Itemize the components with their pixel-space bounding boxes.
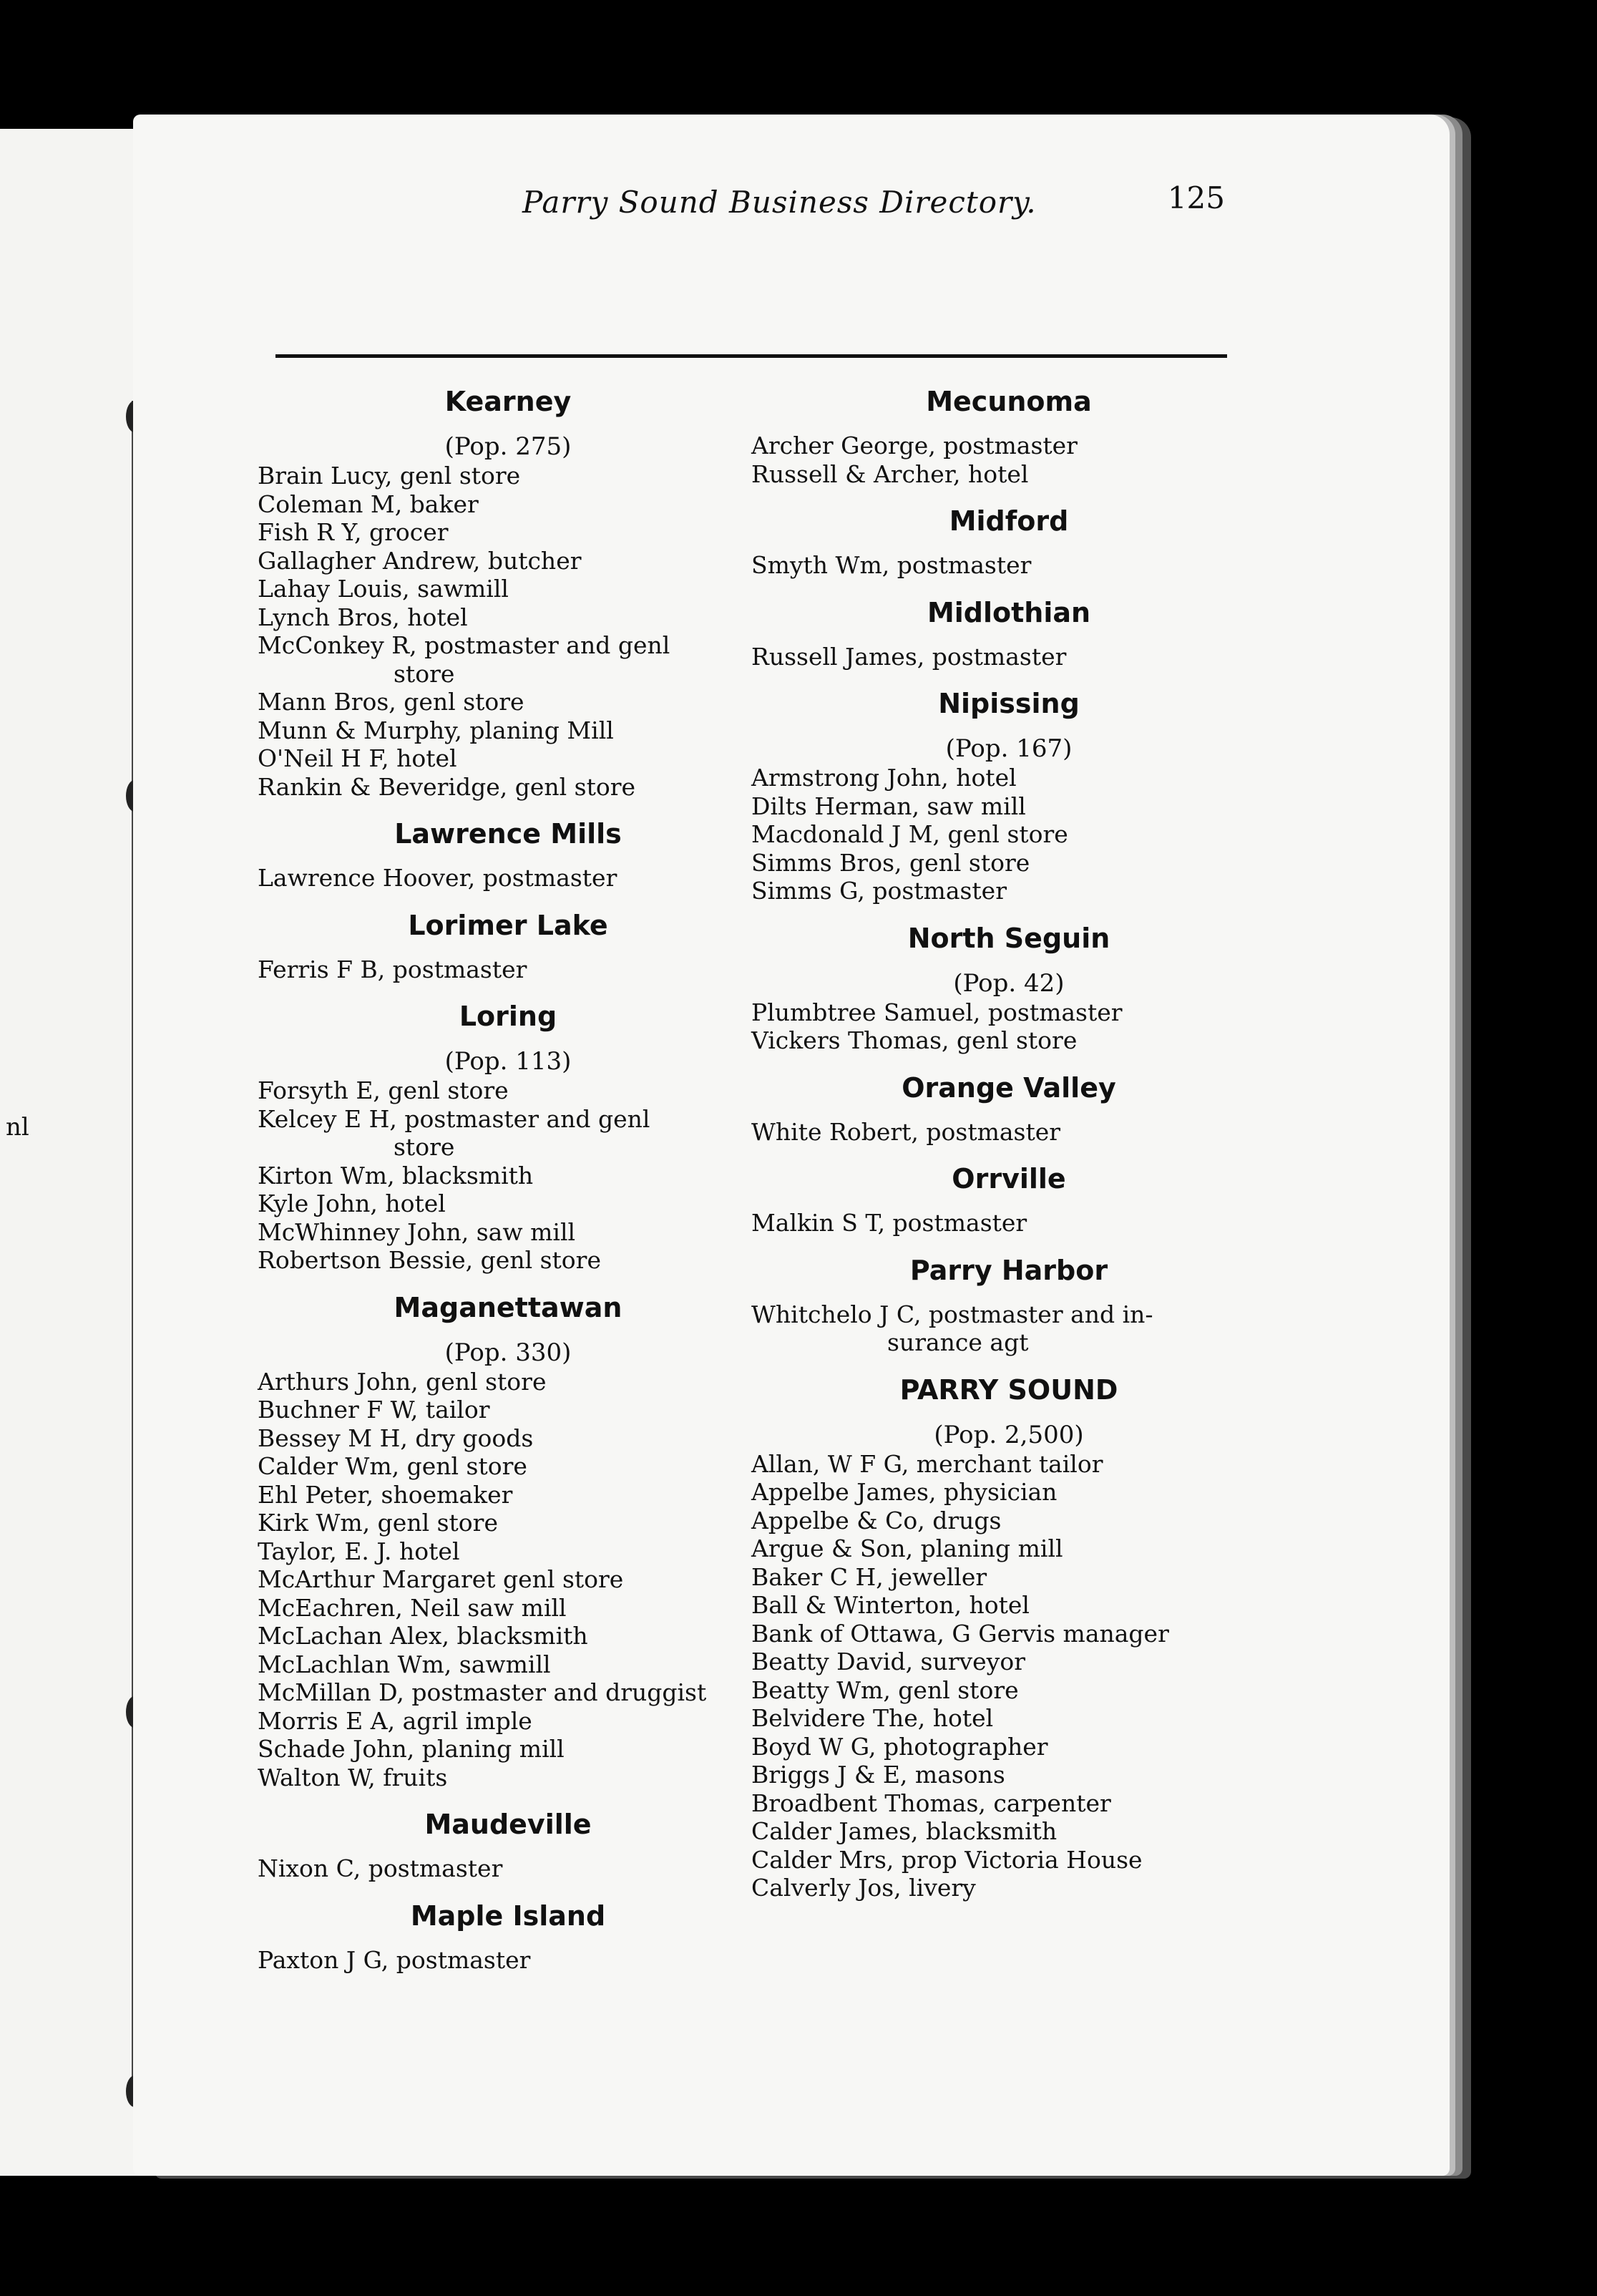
place-heading: North Seguin [907, 922, 1110, 954]
place-heading: Maudeville [424, 1809, 592, 1840]
directory-entry: Smyth Wm, postmaster [751, 551, 1032, 579]
population-note: (Pop. 2,500) [934, 1420, 1084, 1449]
directory-entry: White Robert, postmaster [751, 1117, 1061, 1146]
right-column [751, 369, 1266, 1902]
directory-entry: Ehl Peter, shoemaker [258, 1480, 513, 1509]
directory-entry: Kyle John, hotel [258, 1190, 446, 1217]
directory-entry: Nixon C, postmaster [258, 1854, 503, 1882]
section-orange-valley [751, 1071, 1266, 1147]
section-parry-harbor [751, 1253, 1266, 1357]
place-heading: Mecunoma [926, 386, 1092, 417]
section-parry-sound [751, 1373, 1266, 1902]
directory-entry: Walton W, fruits [258, 1763, 448, 1791]
directory-entry: Vickers Thomas, genl store [751, 1026, 1078, 1054]
page-number: 125 [1167, 180, 1225, 215]
left-column [258, 369, 758, 1974]
directory-entry: McEachren, Neil saw mill [258, 1593, 567, 1622]
section-north-seguin [751, 921, 1266, 1055]
header-rule [275, 354, 1227, 358]
directory-entry: Munn & Murphy, planing Mill [258, 716, 614, 744]
directory-entry: Morris E A, agril imple [258, 1706, 532, 1735]
directory-entry: Argue & Son, planing mill [751, 1534, 1063, 1562]
directory-entry: Briggs J & E, masons [751, 1761, 1005, 1789]
directory-entry: Appelbe & Co, drugs [751, 1506, 1002, 1534]
place-heading: Loring [459, 1001, 557, 1032]
directory-entry: Brain Lucy, genl store [258, 462, 521, 490]
directory-entry: Buchner F W, tailor [258, 1396, 490, 1424]
population-note: (Pop. 42) [953, 968, 1065, 998]
directory-entry: McLachlan Wm, sawmill [258, 1650, 551, 1678]
place-heading: Lawrence Mills [394, 818, 622, 850]
directory-entry: Fish R Y, grocer [258, 518, 449, 546]
section-midlothian [751, 595, 1266, 671]
section-maple-island [258, 1899, 758, 1975]
directory-entry: Plumbtree Samuel, postmaster [751, 998, 1123, 1026]
directory-entry: Beatty David, surveyor [751, 1648, 1025, 1675]
section-lorimer-lake [258, 908, 758, 984]
directory-entry: Archer George, postmaster [751, 432, 1078, 459]
directory-entry: Kirk Wm, genl store [258, 1509, 498, 1537]
section-lawrence-mills [258, 817, 758, 892]
directory-entry: Simms Bros, genl store [751, 848, 1030, 877]
directory-entry: Taylor, E. J. hotel [258, 1537, 460, 1565]
section-maganettawan [258, 1290, 758, 1792]
directory-entry: Coleman M, baker [258, 490, 479, 518]
directory-entry: Russell James, postmaster [751, 642, 1067, 671]
directory-entry: Whitchelo J C, postmaster and in- [751, 1300, 1153, 1328]
place-heading: Maple Island [410, 1899, 606, 1932]
directory-entry: Rankin & Beveridge, genl store [258, 772, 636, 801]
place-heading: Orrville [952, 1163, 1066, 1195]
place-heading: Orange Valley [902, 1071, 1116, 1104]
directory-entry: Lawrence Hoover, postmaster [258, 864, 617, 892]
directory-entry: Ferris F B, postmaster [258, 955, 527, 983]
directory-entry: surance agt [887, 1328, 1029, 1356]
directory-entry: Calder Mrs, prop Victoria House [751, 1845, 1143, 1874]
directory-entry: Boyd W G, photographer [751, 1732, 1048, 1761]
directory-entry: McConkey R, postmaster and genl [258, 631, 670, 659]
directory-entry: Dilts Herman, saw mill [751, 792, 1026, 820]
directory-entry: Broadbent Thomas, carpenter [751, 1789, 1111, 1817]
directory-entry: Robertson Bessie, genl store [258, 1246, 601, 1274]
place-heading: PARRY SOUND [899, 1373, 1118, 1406]
directory-entry: Malkin S T, postmaster [751, 1209, 1027, 1237]
directory-entry: Forsyth E, genl store [258, 1076, 509, 1104]
left-page-text-fragment: nl [6, 1113, 29, 1142]
directory-entry: Paxton J G, postmaster [258, 1945, 531, 1974]
directory-entry: Baker C H, jeweller [751, 1562, 987, 1591]
place-heading: Kearney [444, 386, 572, 417]
directory-entry: Allan, W F G, merchant tailor [751, 1449, 1103, 1478]
place-heading: Maganettawan [394, 1291, 622, 1323]
population-note: (Pop. 167) [945, 734, 1073, 763]
section-midford [751, 504, 1266, 580]
directory-entry: Lynch Bros, hotel [258, 603, 468, 631]
place-heading: Midford [949, 505, 1069, 537]
section-maudeville [258, 1807, 758, 1883]
directory-entry: McMillan D, postmaster and druggist [258, 1678, 707, 1706]
section-mecunoma [751, 384, 1266, 488]
section-kearney [258, 384, 758, 801]
directory-entry: Calder James, blacksmith [751, 1817, 1058, 1845]
directory-entry: Lahay Louis, sawmill [258, 575, 509, 603]
directory-entry: Beatty Wm, genl store [751, 1675, 1019, 1704]
population-note: (Pop. 113) [444, 1047, 572, 1076]
section-nipissing [751, 686, 1266, 905]
directory-entry: Arthurs John, genl store [258, 1367, 547, 1396]
directory-entry: McArthur Margaret genl store [258, 1565, 624, 1593]
directory-entry: store [394, 659, 455, 688]
population-note: (Pop. 330) [444, 1338, 572, 1367]
directory-entry: McLachan Alex, blacksmith [258, 1622, 588, 1650]
page-header [501, 180, 1225, 242]
place-heading: Midlothian [927, 596, 1091, 628]
place-heading: Parry Harbor [909, 1254, 1108, 1286]
directory-entry: Ball & Winterton, hotel [751, 1591, 1030, 1619]
directory-entry: Calder Wm, genl store [258, 1452, 527, 1480]
directory-entry: Macdonald J M, genl store [751, 820, 1068, 848]
section-loring [258, 999, 758, 1275]
directory-entry: Kelcey E H, postmaster and genl [258, 1104, 650, 1133]
place-heading: Lorimer Lake [408, 909, 608, 941]
directory-entry: Kirton Wm, blacksmith [258, 1161, 534, 1190]
directory-entry: Gallagher Andrew, butcher [258, 546, 582, 575]
population-note: (Pop. 275) [444, 432, 572, 461]
section-orrville [751, 1162, 1266, 1237]
directory-entry: Belvidere The, hotel [751, 1704, 994, 1732]
directory-entry: Bessey M H, dry goods [258, 1424, 534, 1452]
directory-entry: Calverly Jos, livery [751, 1874, 976, 1902]
directory-entry: store [394, 1133, 455, 1161]
place-heading: Nipissing [938, 688, 1080, 719]
directory-entry: Mann Bros, genl store [258, 688, 524, 716]
directory-entry: Simms G, postmaster [751, 877, 1007, 905]
directory-entry: Appelbe James, physician [751, 1478, 1058, 1506]
directory-entry: Schade John, planing mill [258, 1735, 565, 1763]
directory-entry: Russell & Archer, hotel [751, 459, 1029, 488]
directory-entry: Bank of Ottawa, G Gervis manager [751, 1619, 1169, 1648]
directory-entry: Armstrong John, hotel [751, 764, 1017, 792]
directory-entry: McWhinney John, saw mill [258, 1217, 576, 1246]
running-title: Parry Sound Business Directory. [522, 185, 1037, 220]
directory-entry: O'Neil H F, hotel [258, 744, 457, 772]
